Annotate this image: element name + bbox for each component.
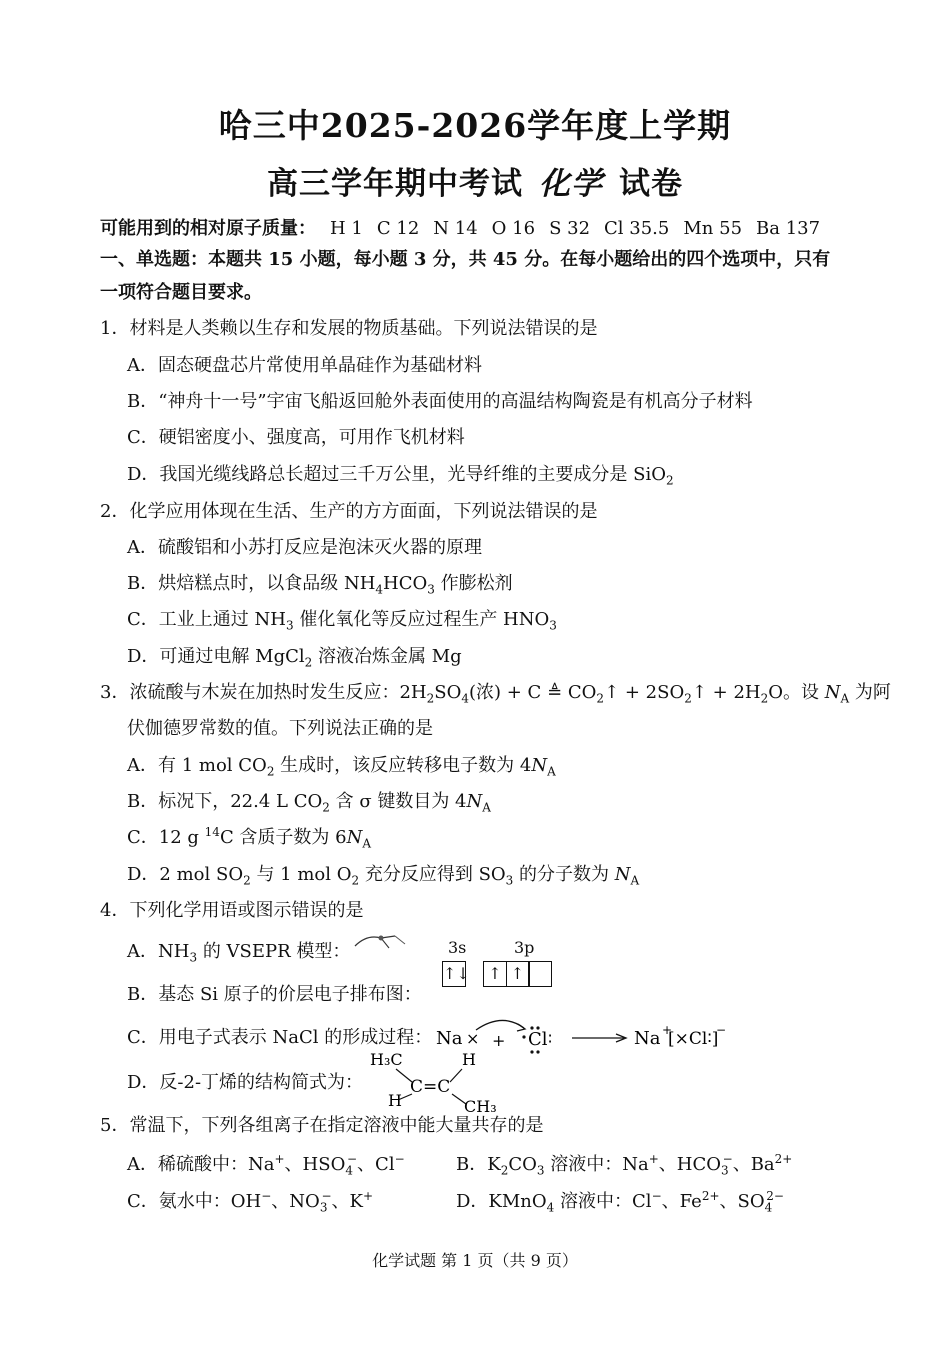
q4-option-b: B．基态 Si 原子的价层电子排布图： xyxy=(127,984,422,1005)
q3-a-part: 生成时，该反应转移电子数为 4 xyxy=(274,755,532,776)
q2-b-sub: 3 xyxy=(427,582,435,597)
charge: 2− xyxy=(766,1189,784,1203)
q2-d-sub: 2 xyxy=(304,655,313,670)
q4-a-part: 的 VSEPR 模型： xyxy=(197,941,351,962)
q4-sub: 3 xyxy=(189,950,198,965)
q2-option-c xyxy=(127,608,557,632)
q2-option-d xyxy=(127,645,462,669)
q2-b-part: 作膨松剂 xyxy=(434,573,513,594)
q1-option-c: C．硬铝密度小、强度高，可用作飞机材料 xyxy=(127,427,465,448)
q5-b-part: 溶液中：Na xyxy=(544,1154,649,1175)
mass-item: Mn 55 xyxy=(683,218,743,239)
sub: 4 xyxy=(546,1200,555,1215)
product-cl-charge: − xyxy=(716,1023,727,1037)
electron-dot xyxy=(522,1035,525,1038)
charge: − xyxy=(346,1152,358,1166)
product-cl-bracket: [×Cl∶] xyxy=(668,1029,719,1049)
sub: 4 xyxy=(345,1163,353,1178)
mass-item: H 1 xyxy=(330,218,363,239)
avogadro-sub: A xyxy=(630,873,640,888)
q3-sub: 2 xyxy=(426,691,435,706)
product-na-charge: + xyxy=(662,1023,673,1037)
q5-c-part: 、K xyxy=(331,1191,363,1212)
q1-stem: 1．材料是人类赖以生存和发展的物质基础。下列说法错误的是 xyxy=(100,318,598,339)
q2-d-part: D．可通过电解 MgCl xyxy=(127,646,305,667)
q5-stem: 5．常温下，下列各组离子在指定溶液中能大量共存的是 xyxy=(100,1115,544,1136)
orbital-box: ↑ xyxy=(483,961,507,987)
q3-sub: 2 xyxy=(266,764,275,779)
q5-b-part: B．K xyxy=(456,1154,501,1175)
q3-sub: 2 xyxy=(322,800,330,815)
electron-dot xyxy=(536,1050,539,1053)
orbital-3p-boxes xyxy=(483,961,552,987)
page-footer: 化学试题 第 1 页（共 9 页） xyxy=(372,1251,578,1270)
mass-item: C 12 xyxy=(376,218,420,239)
q3-option-b xyxy=(127,790,491,814)
title-subject: 化学 xyxy=(539,166,603,202)
q4-a-part: A．NH xyxy=(127,941,190,962)
charge: − xyxy=(261,1189,272,1203)
q2-b-part: HCO xyxy=(383,573,428,594)
orbital-box xyxy=(528,961,552,987)
charge: − xyxy=(722,1152,733,1166)
mass-item: O 16 xyxy=(491,218,536,239)
q3-d-part: 与 1 mol O xyxy=(250,864,352,885)
q5-option-a xyxy=(127,1153,405,1177)
sub: 3 xyxy=(319,1200,328,1215)
q4-option-d: D．反-2-丁烯的结构简式为： xyxy=(127,1072,364,1093)
q5-b-part: 、Ba xyxy=(732,1154,775,1175)
q3-sub: 4 xyxy=(461,691,469,706)
q3-option-a xyxy=(127,754,556,778)
atomic-masses-label: 可能用到的相对原子质量： xyxy=(100,218,316,239)
avogadro-sub: A xyxy=(547,764,556,779)
q5-a-part: A．稀硫酸中：Na xyxy=(127,1154,275,1175)
q3-b-part: 含 σ 键数目为 4 xyxy=(329,791,467,812)
q2-c-sub: 3 xyxy=(549,618,557,633)
sub: 3 xyxy=(536,1163,545,1178)
q5-b-part: CO xyxy=(508,1154,537,1175)
mass-item: Cl 35.5 xyxy=(604,218,670,239)
orbital-label-3p: 3p xyxy=(514,938,535,957)
hydrogen-bottom-left: H xyxy=(388,1091,402,1110)
q5-d-part: 溶液中：Cl xyxy=(554,1191,652,1212)
q2-b-sub: 4 xyxy=(375,582,384,597)
q3-d-part: 充分反应得到 SO xyxy=(359,864,506,885)
q4-option-c: C．用电子式表示 NaCl 的形成过程： xyxy=(127,1027,433,1048)
charge: − xyxy=(321,1189,332,1203)
q5-a-part: 、Cl xyxy=(357,1154,395,1175)
na-symbol: Na xyxy=(436,1028,463,1049)
q5-b-part: 、HCO xyxy=(658,1154,721,1175)
q5-option-d xyxy=(456,1190,784,1214)
q3-stem-part: ↑ + 2SO xyxy=(604,682,685,703)
q3-stem-cont: 伏伽德罗常数的值。下列说法正确的是 xyxy=(127,718,433,739)
heat-symbol: ≜ xyxy=(547,682,563,703)
methyl-top-left: H₃C xyxy=(370,1050,403,1069)
q3-stem xyxy=(100,681,891,705)
orbital-box: ↑ xyxy=(506,961,530,987)
q1-d-text: D．我国光缆线路总长超过三千万公里，光导纤维的主要成分是 SiO xyxy=(127,464,666,485)
q4-option-a xyxy=(127,940,350,964)
avogadro-sub: A xyxy=(840,691,850,706)
charge: 2+ xyxy=(774,1152,793,1166)
section-instruction-1: 一、单选题：本题共 15 小题，每小题 3 分，共 45 分。在每小题给出的四个选项中，只有 xyxy=(100,249,831,270)
q5-d-part: D．KMnO xyxy=(456,1191,547,1212)
plus-sign: + xyxy=(492,1031,506,1050)
q3-stem-part: SO xyxy=(434,682,462,703)
q3-option-c xyxy=(127,826,371,850)
q3-c-sup: 14 xyxy=(204,825,220,839)
product-na: Na xyxy=(634,1028,661,1049)
electron-cross: × xyxy=(466,1029,480,1048)
methyl-bottom-right: CH₃ xyxy=(464,1097,497,1114)
q3-stem-part: ↑ + 2H xyxy=(691,682,761,703)
q2-option-b xyxy=(127,572,513,596)
transfer-arrow xyxy=(476,1020,524,1030)
hydrogen-top-right: H xyxy=(462,1050,476,1069)
avogadro-symbol: N xyxy=(466,791,483,812)
vsepr-model-figure xyxy=(345,924,415,954)
q5-option-b xyxy=(456,1153,792,1177)
q3-sub: 2 xyxy=(243,873,251,888)
section-instruction-2: 一项符合题目要求。 xyxy=(100,282,262,303)
q3-stem-part: CO xyxy=(562,682,597,703)
avogadro-symbol: N xyxy=(824,682,841,703)
q2-d-part: 溶液冶炼金属 Mg xyxy=(312,646,462,667)
q3-stem-part: O。设 xyxy=(768,682,825,703)
avogadro-symbol: N xyxy=(614,864,631,885)
q5-a-part: 、HSO xyxy=(284,1154,346,1175)
q1-option-b: B．“神舟十一号”宇宙飞船返回舱外表面使用的高温结构陶瓷是有机高分子材料 xyxy=(127,391,753,412)
q3-stem-part: (浓) + C xyxy=(468,682,548,703)
orbital-box: ↑↓ xyxy=(442,961,466,987)
mass-item: S 32 xyxy=(549,218,591,239)
title-paper: 试卷 xyxy=(619,166,683,202)
q3-a-part: A．有 1 mol CO xyxy=(127,755,267,776)
avogadro-symbol: N xyxy=(346,827,363,848)
q3-sub: 2 xyxy=(760,691,769,706)
title-exam-name: 高三学年期中考试 xyxy=(267,166,523,202)
bond xyxy=(450,1069,462,1082)
q3-sub: 2 xyxy=(684,691,692,706)
q3-stem-part: 3．浓硫酸与木炭在加热时发生反应：2H xyxy=(100,682,427,703)
q5-option-c xyxy=(127,1190,373,1214)
q1-option-a: A．固态硬盘芯片常使用单晶硅作为基础材料 xyxy=(127,355,482,376)
q3-d-part: 的分子数为 xyxy=(513,864,615,885)
q4-stem: 4．下列化学用语或图示错误的是 xyxy=(100,900,364,921)
q3-b-part: B．标况下，22.4 L CO xyxy=(127,791,323,812)
cl-dots: ∶ xyxy=(548,1029,553,1048)
electron-dot xyxy=(530,1050,533,1053)
trans-2-butene-structure xyxy=(366,1048,506,1114)
mass-item: N 14 xyxy=(433,218,478,239)
q1-d-sub: 2 xyxy=(666,473,674,488)
charge: 2+ xyxy=(701,1189,720,1203)
q1-option-d xyxy=(127,463,674,487)
q3-d-part: D．2 mol SO xyxy=(127,864,244,885)
avogadro-sub: A xyxy=(362,836,372,851)
q5-d-part: 、SO xyxy=(719,1191,765,1212)
q2-c-part: C．工业上通过 NH xyxy=(127,609,286,630)
double-bond-cc: C=C xyxy=(410,1077,451,1097)
q2-c-sub: 3 xyxy=(285,618,294,633)
avogadro-sub: A xyxy=(482,800,491,815)
charge: + xyxy=(648,1152,659,1166)
atomic-masses-line xyxy=(100,217,820,241)
exam-title-line1: 哈三中2025-2026学年度上学期 xyxy=(218,106,732,145)
cl-symbol: Cl xyxy=(528,1029,548,1050)
q2-stem: 2．化学应用体现在生活、生产的方方面面，下列说法错误的是 xyxy=(100,501,598,522)
q3-c-part: C 含质子数为 6 xyxy=(219,827,347,848)
sub: 4 xyxy=(764,1200,773,1215)
q3-c-part: C．12 g xyxy=(127,827,205,848)
charge: + xyxy=(362,1189,374,1203)
q5-c-part: C．氨水中：OH xyxy=(127,1191,262,1212)
q3-sub: 2 xyxy=(351,873,360,888)
q2-option-a: A．硫酸铝和小苏打反应是泡沫灭火器的原理 xyxy=(127,537,482,558)
q5-c-part: 、NO xyxy=(271,1191,320,1212)
q3-stem-part: 为阿 xyxy=(849,682,891,703)
sub: 3 xyxy=(721,1163,729,1178)
orbital-3s-boxes xyxy=(442,961,470,987)
q3-sub: 2 xyxy=(596,691,605,706)
q3-sub: 3 xyxy=(505,873,514,888)
q5-d-part: 、Fe xyxy=(661,1191,702,1212)
q3-option-d xyxy=(127,863,639,887)
charge: + xyxy=(274,1152,285,1166)
sub: 2 xyxy=(500,1163,509,1178)
exam-title-line2 xyxy=(0,158,950,203)
avogadro-symbol: N xyxy=(531,755,548,776)
charge: − xyxy=(651,1189,662,1203)
orbital-label-3s: 3s xyxy=(448,938,467,957)
mass-item: Ba 137 xyxy=(756,218,821,239)
q2-b-part: B．烘焙糕点时，以食品级 NH xyxy=(127,573,376,594)
q2-c-part: 催化氧化等反应过程生产 HNO xyxy=(293,609,550,630)
charge: − xyxy=(394,1152,405,1166)
